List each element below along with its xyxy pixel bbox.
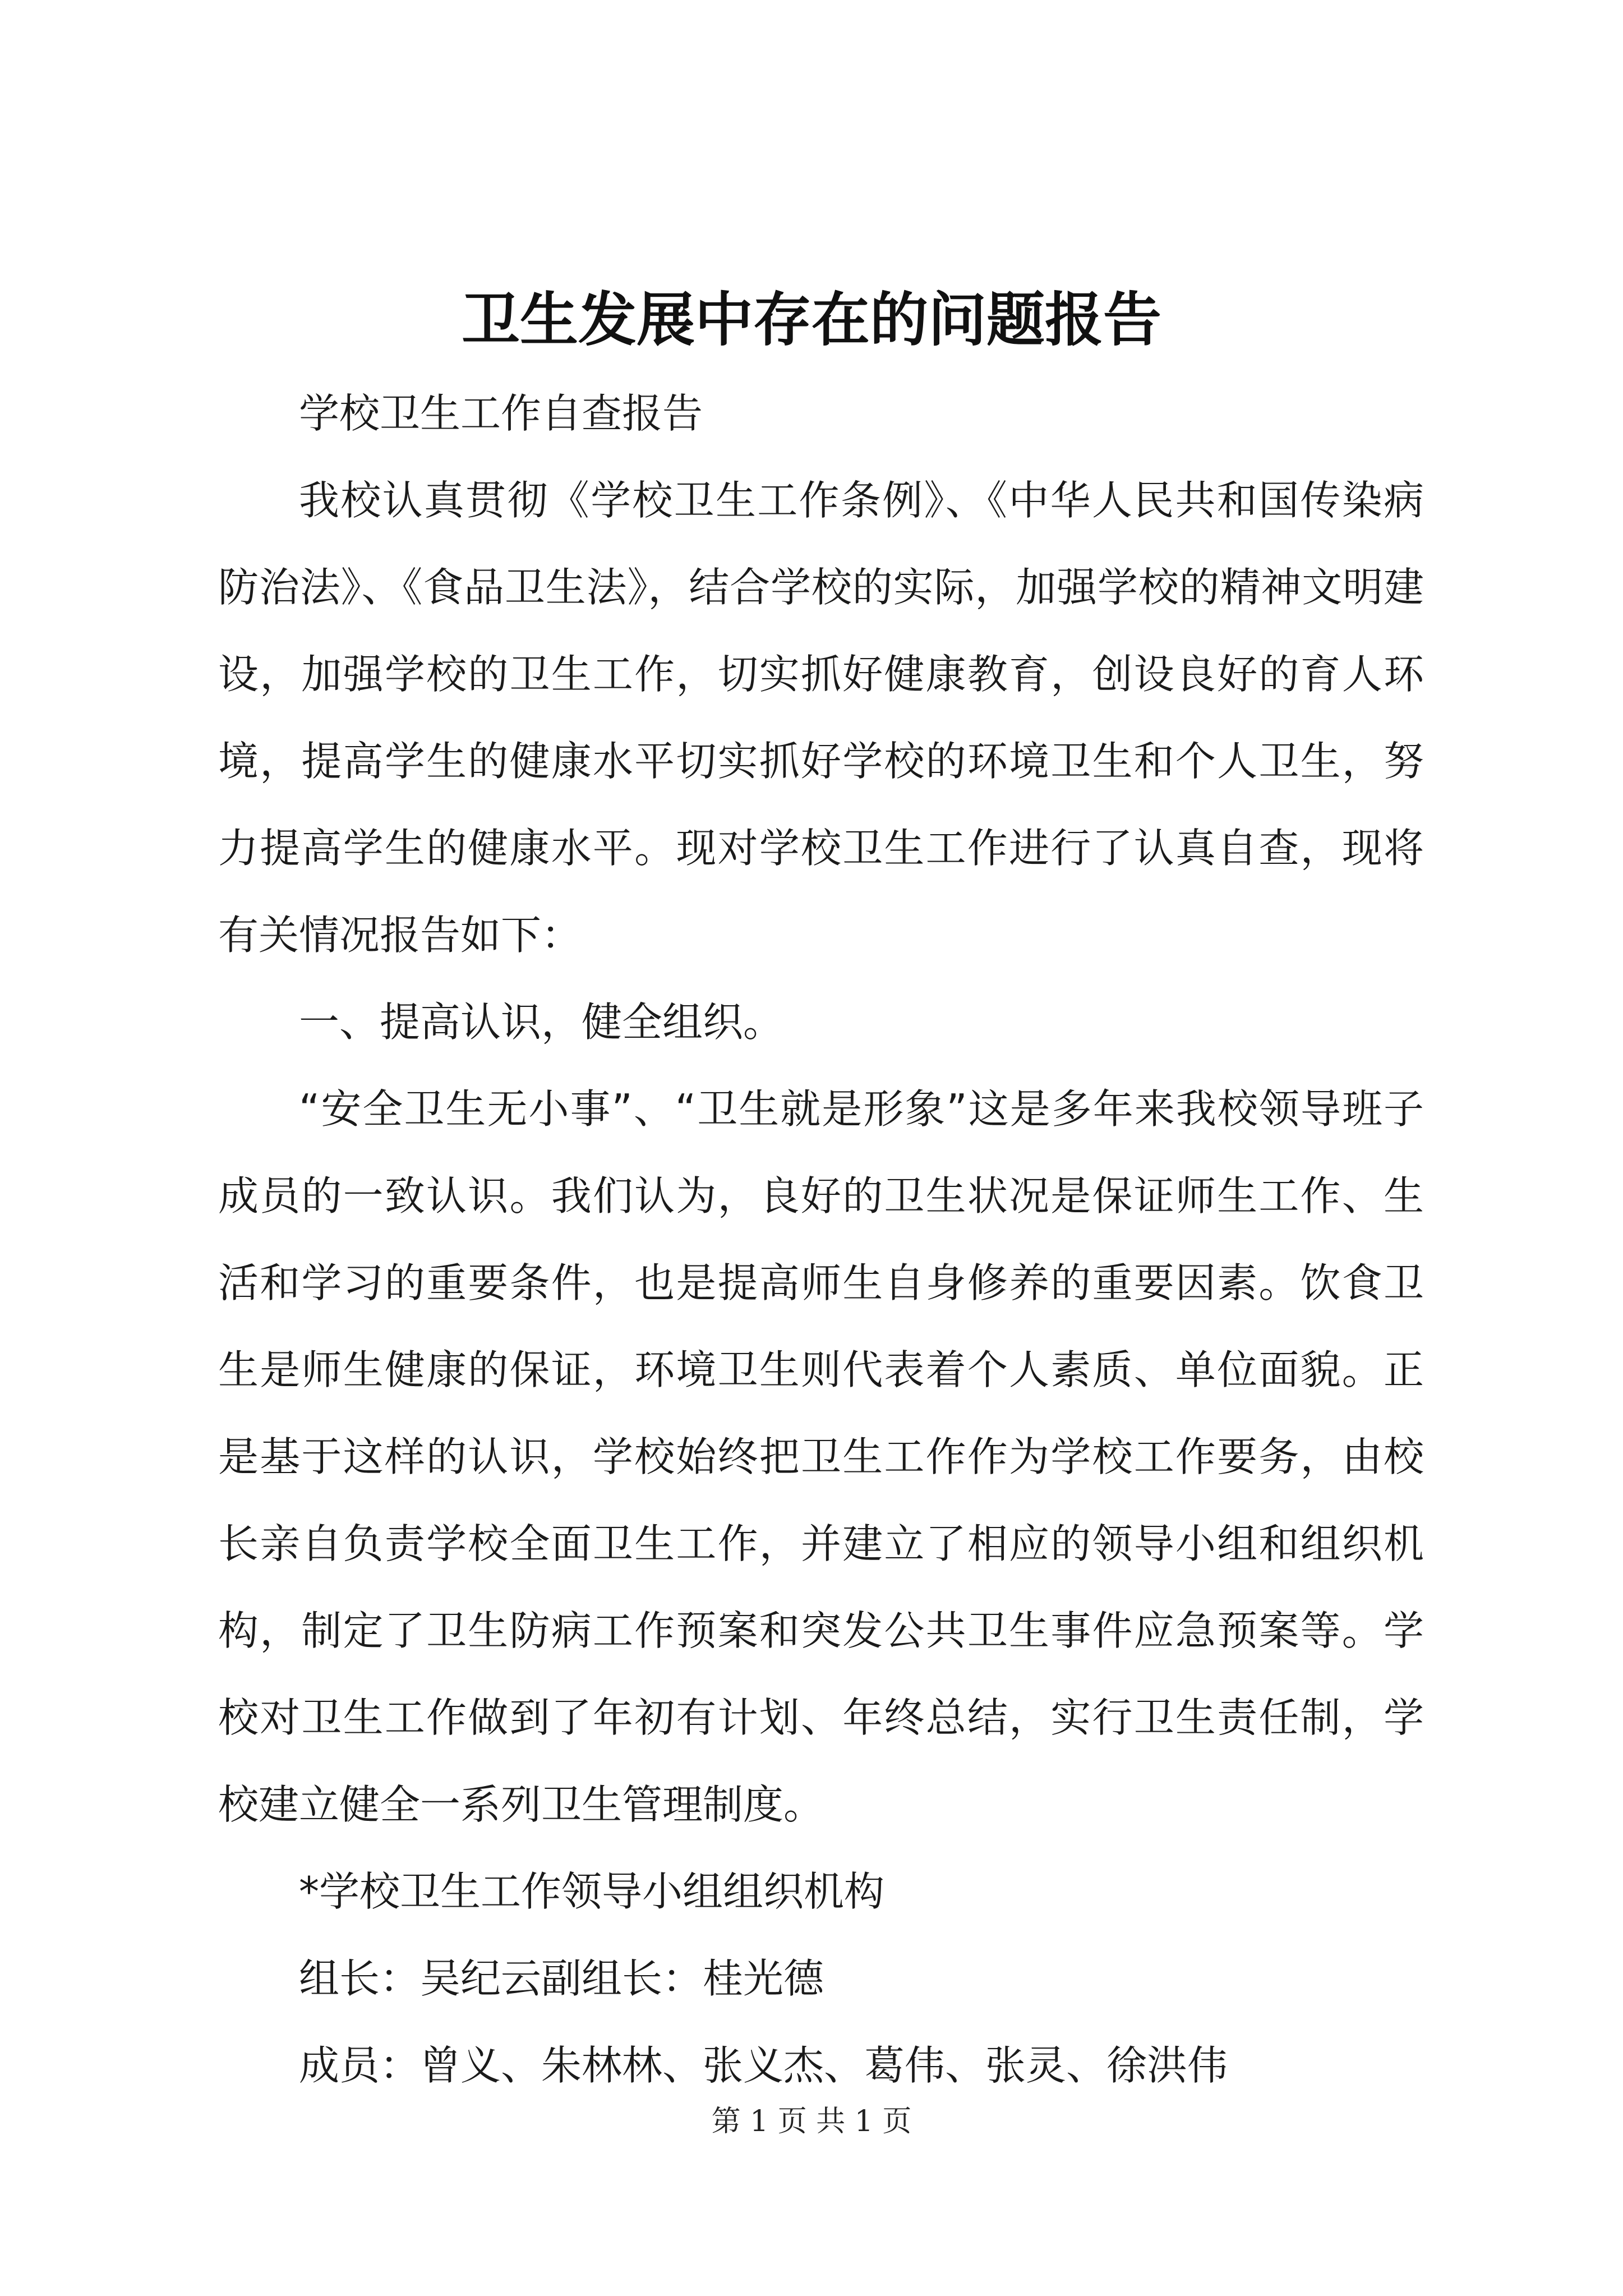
paragraph-intro: 我校认真贯彻《学校卫生工作条例》、《中华人民共和国传染病防治法》、《食品卫生法》，结合学校的实际，加强学校的精神文明建设，加强学校的卫生工作，切实抓好健康教育，创设良好的育人环境，提高学生的健康水平切实抓好学校的环境卫生和个人卫生，努力提高学生的健康水平。现对学校卫生工作进行了认真自查，现将有关情况报告如下：	[218, 477, 1424, 959]
document-subtitle: 学校卫生工作自查报告	[299, 390, 703, 437]
document-title: 卫生发展中存在的问题报告	[461, 285, 1161, 354]
org-heading: *学校卫生工作领导小组组织机构	[299, 1868, 885, 1915]
leaders-line: 组长：吴纪云副组长：桂光德	[299, 1955, 824, 2002]
page-footer: 第 1 页 共 1 页	[711, 2105, 912, 2138]
document-body	[218, 370, 1424, 2109]
section-heading: 一、提高认识，健全组织。	[299, 999, 784, 1046]
paragraph-awareness: “安全卫生无小事”、“卫生就是形象”这是多年来我校领导班子成员的一致认识。我们认为，良好的卫生状况是保证师生工作、生活和学习的重要条件，也是提高师生自身修养的重要因素。饮食卫生是师生健康的保证，环境卫生则代表着个人素质、单位面貌。正是基于这样的认识，学校始终把卫生工作作为学校工作要务，由校长亲自负责学校全面卫生工作，并建立了相应的领导小组和组织机构，制定了卫生防病工作预案和突发公共卫生事件应急预案等。学校对卫生工作做到了年初有计划、年终总结，实行卫生责任制，学校建立健全一系列卫生管理制度。	[218, 1085, 1424, 1828]
members-line: 成员：曾义、朱林林、张义杰、葛伟、张灵、徐洪伟	[299, 2042, 1228, 2089]
